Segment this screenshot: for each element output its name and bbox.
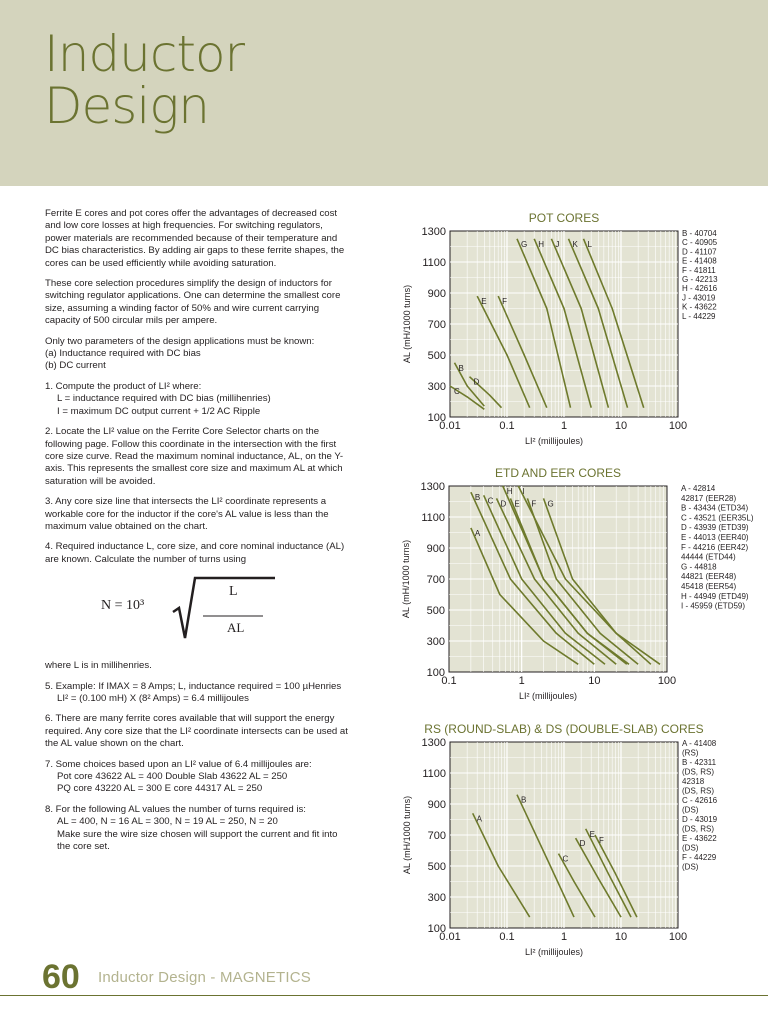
y-tick-label: 100 (427, 923, 446, 935)
legend-entry: C - 43521 (EER35L) (681, 513, 754, 523)
curve-label-G: G (547, 499, 554, 509)
y-tick-label: 500 (426, 605, 445, 617)
page-title-line1: Inductor (44, 25, 245, 83)
y-tick-label: 300 (427, 892, 446, 904)
step-2: 2. Locate the LI² value on the Ferrite Core Selector charts on the following page. Follow this coordinate in the intersection with the first core size curve. Read the maximum nominal inductance, AL, on the Y-axis. This represents the smallest core size and maximum AL at which saturation will be avoided. (45, 426, 344, 487)
x-tick-label: 0.1 (499, 420, 515, 432)
legend-entry: H - 42616 (682, 284, 718, 294)
legend-entry: 42318 (682, 777, 705, 786)
legend-entry: 42817 (EER28) (681, 493, 737, 503)
legend-entry: (DS) (682, 805, 699, 815)
legend-entry: C - 40905 (682, 238, 718, 248)
x-tick-label: 100 (668, 420, 688, 432)
step-7-text: 7. Some choices based upon an LI² value of 6.4 millijoules are: (45, 758, 312, 770)
formula-numerator: L (229, 584, 238, 600)
footer-rule (0, 995, 768, 996)
curve-label-C: C (562, 854, 569, 864)
curve-label-B: B (474, 493, 481, 503)
x-tick-label: 100 (657, 675, 677, 687)
legend-entry: E - 44013 (EER40) (681, 533, 749, 542)
legend-entry: 45418 (EER54) (681, 582, 737, 591)
y-tick-label: 1300 (420, 481, 445, 493)
step-4: 4. Required inductance L, core size, and core nominal inductance (AL) are known. Calculate the number of turns using (45, 541, 345, 565)
step-8-text: 8. For the following AL values the number of turns required is: (45, 803, 306, 815)
curve-label-E: E (589, 829, 596, 839)
curve-label-I: I (522, 487, 525, 496)
curve-label-D: D (500, 499, 507, 509)
legend-entry: A - 41408 (682, 739, 717, 748)
curve-label-B: B (521, 795, 527, 805)
x-tick-label: 10 (588, 675, 601, 687)
y-tick-label: 300 (427, 381, 446, 393)
page-title-line2: Design (44, 77, 209, 135)
curve-label-E: E (481, 297, 487, 307)
y-tick-label: 900 (426, 543, 445, 555)
y-tick-label: 1100 (422, 768, 446, 780)
legend-entry: G - 42213 (682, 275, 718, 284)
y-tick-label: 500 (427, 350, 446, 362)
curve-label-A: A (476, 814, 483, 824)
legend-entry: G - 44818 (681, 562, 717, 572)
legend-entry: C - 42616 (682, 796, 718, 805)
curve-label-C: C (487, 496, 494, 506)
curve-label-F: F (531, 499, 537, 509)
x-tick-label: 1 (560, 420, 568, 432)
y-tick-label: 100 (427, 412, 446, 424)
x-tick-label: 0.1 (499, 931, 515, 943)
x-axis-label: LI² (millijoules) (518, 691, 578, 701)
y-tick-label: 700 (426, 574, 445, 586)
legend-entry: B - 40704 (682, 229, 717, 238)
x-tick-label: 1 (560, 931, 568, 943)
page-number: 60 (42, 958, 80, 996)
y-tick-label: 1300 (421, 226, 446, 238)
legend-entry: (DS, RS) (682, 824, 714, 834)
y-tick-label: 700 (427, 319, 446, 331)
legend-entry: F - 44229 (682, 853, 717, 862)
chart-title: RS (ROUND-SLAB) & DS (DOUBLE-SLAB) CORES (424, 722, 704, 736)
y-tick-label: 100 (426, 667, 445, 679)
y-tick-label: 300 (426, 636, 445, 648)
curve-label-J: J (555, 239, 560, 249)
curve-label-G: G (521, 239, 528, 249)
legend-entry: (DS, RS) (682, 786, 714, 796)
step-5-text: 5. Example: If IMAX = 8 Amps; L, inductance required = 100 µHenries (45, 680, 342, 692)
intro-paragraph-2: These core selection procedures simplify the design of inductors for switching regulator applications. One can determine the smallest core size, assuming a winding factor of 50% and wire current carrying capacity of 500 circular mils per ampere. (45, 278, 341, 327)
legend-entry: E - 41408 (682, 256, 717, 266)
legend-entry: J - 43019 (682, 293, 716, 303)
x-tick-label: 100 (668, 931, 688, 943)
y-tick-label: 1100 (421, 512, 445, 524)
curve-label-D: D (579, 839, 586, 849)
step-7-choice-2: PQ core 43220 AL = 300 E core 44317 AL = 250 (57, 783, 263, 795)
step-1-l-def: L = inductance required with DC bias (millihenries) (57, 393, 271, 405)
legend-entry: D - 43939 (ETD39) (681, 523, 749, 533)
curve-label-L: L (587, 239, 592, 249)
step-5-calc: LI² = (0.100 mH) X (8² Amps) = 6.4 millijoules (57, 692, 249, 704)
step-7-choice-1: Pot core 43622 AL = 400 Double Slab 43622 AL = 250 (57, 771, 288, 782)
legend-entry: D - 41107 (682, 247, 717, 257)
curve-label-F: F (502, 297, 508, 307)
curve-label-H: H (506, 487, 513, 496)
legend-entry: 44444 (ETD44) (681, 552, 736, 562)
step-1-i-def: I = maximum DC output current + 1/2 AC Ripple (57, 405, 261, 417)
y-tick-label: 1300 (421, 737, 446, 749)
x-tick-label: 0.01 (439, 931, 461, 943)
x-axis-label: LI² (millijoules) (524, 436, 584, 446)
y-axis-label: AL (mH/1000 turns) (402, 795, 412, 875)
step-8-results: AL = 400, N = 16 AL = 300, N = 19 AL = 250, N = 20 (57, 816, 278, 828)
legend-entry: E - 43622 (682, 834, 717, 843)
formula-denominator: AL (227, 620, 245, 636)
step-1-text: 1. Compute the product of LI² where: (45, 380, 202, 392)
x-tick-label: 10 (614, 420, 628, 432)
y-tick-label: 1100 (422, 257, 446, 269)
x-tick-label: 0.01 (439, 420, 461, 432)
step-6: 6. There are many ferrite cores available that will support the energy required. Any core size that the LI² coordinate intersects can be used at the AL value shown on the chart. (45, 713, 348, 750)
parameter-a: (a) Inductance required with DC bias (45, 348, 201, 360)
x-axis-label: LI² (millijoules) (524, 947, 584, 957)
parameter-b: (b) DC current (45, 360, 106, 372)
legend-entry: (RS) (682, 748, 699, 758)
y-tick-label: 500 (427, 861, 446, 873)
legend-entry: (DS, RS) (682, 767, 714, 777)
intro-paragraph-1: Ferrite E cores and pot cores offer the advantages of decreased cost and low core losses at high frequencies. For switching regulators, power materials are recommended because of their temperature and DC bias characteristics. By adding air gaps to these ferrite shapes, the cores can be used efficiently while avoiding saturation. (45, 208, 345, 269)
legend-entry: B - 42311 (682, 758, 717, 767)
footer-text: Inductor Design - MAGNETICS (98, 969, 311, 986)
x-tick-label: 0.1 (441, 675, 457, 687)
legend-entry: (DS) (682, 862, 699, 872)
x-tick-label: 10 (614, 931, 628, 943)
formula-lhs: N = 10³ (101, 598, 145, 614)
curve-label-C: C (454, 387, 460, 396)
x-tick-label: 1 (518, 675, 525, 687)
curve-label-B: B (458, 363, 464, 373)
parameters-intro: Only two parameters of the design applications must be known: (45, 335, 315, 347)
y-tick-label: 900 (427, 799, 446, 811)
chart-title: POT CORES (528, 211, 600, 225)
legend-entry: I - 45959 (ETD59) (681, 601, 746, 611)
y-tick-label: 700 (427, 830, 446, 842)
curve-label-F: F (599, 836, 604, 845)
legend-entry: K - 43622 (682, 302, 717, 312)
curve-label-A: A (474, 528, 481, 538)
step-8-note: Make sure the wire size chosen will support the current and fit into the core set. (57, 828, 338, 853)
legend-entry: L - 44229 (682, 311, 716, 321)
curve-label-K: K (572, 239, 578, 249)
legend-entry: D - 43019 (682, 815, 718, 824)
step-3: 3. Any core size line that intersects the LI² coordinate represents a workable core for the inductor if the core's AL value is less than the maximum value obtained on the chart. (45, 496, 329, 532)
y-tick-label: 900 (427, 288, 446, 300)
y-axis-label: AL (mH/1000 turns) (401, 539, 411, 619)
legend-entry: B - 43434 (ETD34) (681, 503, 749, 513)
legend-entry: (DS) (682, 843, 699, 853)
curve-label-E: E (514, 499, 520, 509)
curve-label-D: D (473, 377, 480, 387)
legend-entry: H - 44949 (ETD49) (681, 591, 749, 601)
legend-entry: F - 41811 (682, 265, 716, 275)
y-axis-label: AL (mH/1000 turns) (402, 284, 412, 364)
chart-title: ETD AND EER CORES (494, 466, 622, 480)
legend-entry: F - 44216 (EER42) (681, 542, 749, 552)
curve-label-H: H (538, 239, 544, 249)
legend-entry: A - 42814 (681, 484, 716, 493)
formula-note: where L is in millihenries. (45, 660, 152, 672)
legend-entry: 44821 (EER48) (681, 572, 737, 582)
